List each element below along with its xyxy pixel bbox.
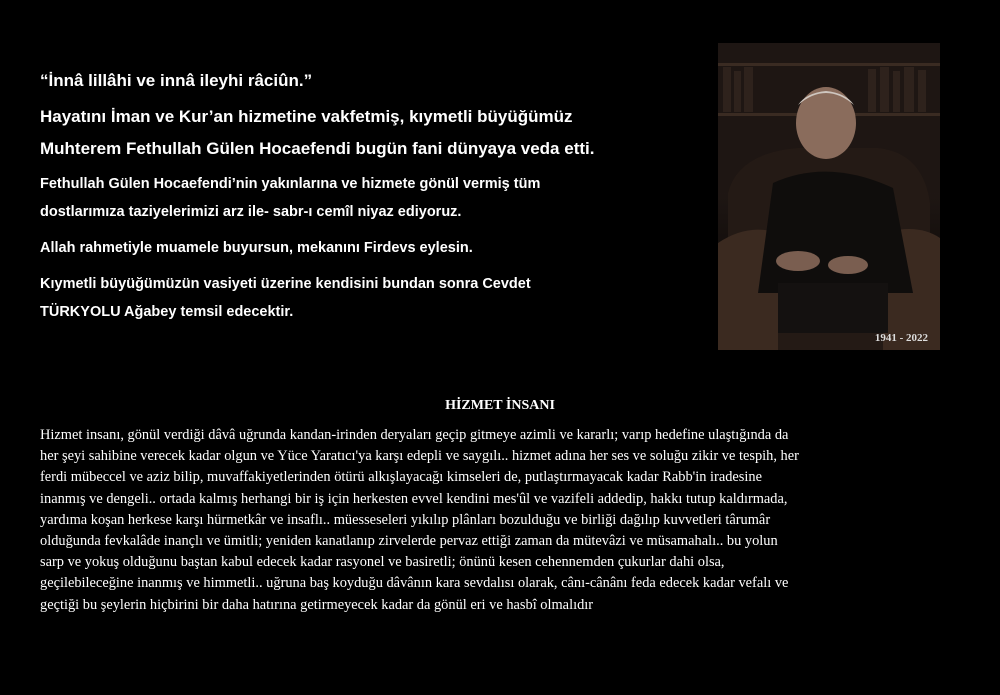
body-line: geçtiği bu şeylerin hiçbirini bir daha hatırına getirmeyecek kadar da gönül eri ve hasbî olmalıdır [40,596,594,613]
body-line: yardıma koşan herkese karşı hürmetkâr ve insaflı.. müesseseleri yıkılıp plânları bozulduğu ve birliği dağılıp kuvvetleri târumâr [40,511,771,528]
body-line: Hizmet insanı, gönül verdiği dâvâ uğrunda kandan-irinden deryaları geçip gitmeye azimli ve kararlı; varıp hedefine ulaştığında da [40,427,789,443]
portrait-photo [718,43,940,350]
section-body [40,425,965,616]
body-line: sarp ve yokuş olduğunu baştan kabul edecek kadar rasyonel ve basiretli; önünü kesen cehennemden çukurlar dahi olsa, [40,554,725,571]
announcement-line-1: Hayatını İman ve Kur’an hizmetine vakfetmiş, kıymetli büyüğümüz [40,107,573,126]
section-title: HİZMET İNSANI [445,398,555,413]
body-line: olduğunda fevkalâde inançlı ve ümitli; yeniden kanatlanıp zirvelerde pervaz ettiği zaman da mütevâzi ve müsamahalı.. bu yolun [40,533,778,550]
condolence-line-2: dostlarımıza taziyelerimizi arz ile- sabr-ı cemîl niyaz ediyoruz. [40,204,462,220]
announcement-line-2: Muhterem Fethullah Gülen Hocaefendi bugün fani dünyaya veda etti. [40,139,595,158]
announcement-block [40,70,700,332]
condolence-line-1: Fethullah Gülen Hocaefendi’nin yakınlarına ve hizmete gönül vermiş tüm [40,176,541,192]
body-line: inanmış ve dengeli.. ortada kalmış herhangi bir iş için herkesten evvel kendini mes'ûl ve vazifeli addedip, hakkı tutup kaldırmada, [40,490,788,507]
body-line: ferdi mübeccel ve aziz bilip, muvaffakiyetlerinden ötürü alkışlayacağı kimseleri de, putlaştırmayacak kadar Rabb'in iradesine [40,469,762,486]
portrait-illustration [718,43,940,350]
will-line-1: Kıymetli büyüğümüzün vasiyeti üzerine kendisini bundan sonra Cevdet [40,276,531,292]
body-line: her şeyi sahibine verecek kadar olgun ve Yüce Yaratıcı'ya karşı edepli ve saygılı.. hizmet adına her ses ve soluğu zikir ve tespih, her [40,448,799,465]
prayer-text: Allah rahmetiyle muamele buyursun, mekanını Firdevs eylesin. [40,240,473,256]
photo-caption: 1941 - 2022 [874,332,928,344]
body-line: geçilebileceğine inanmış ve himmetli.. uğruna baş koyduğu dâvânın kara sevdalısı olarak, cânı-cânânı feda edecek kadar vefalı ve [40,575,789,592]
quote-text: “İnnâ lillâhi ve innâ ileyhi râciûn.” [40,71,313,90]
will-line-2: TÜRKYOLU Ağabey temsil edecektir. [40,304,294,320]
